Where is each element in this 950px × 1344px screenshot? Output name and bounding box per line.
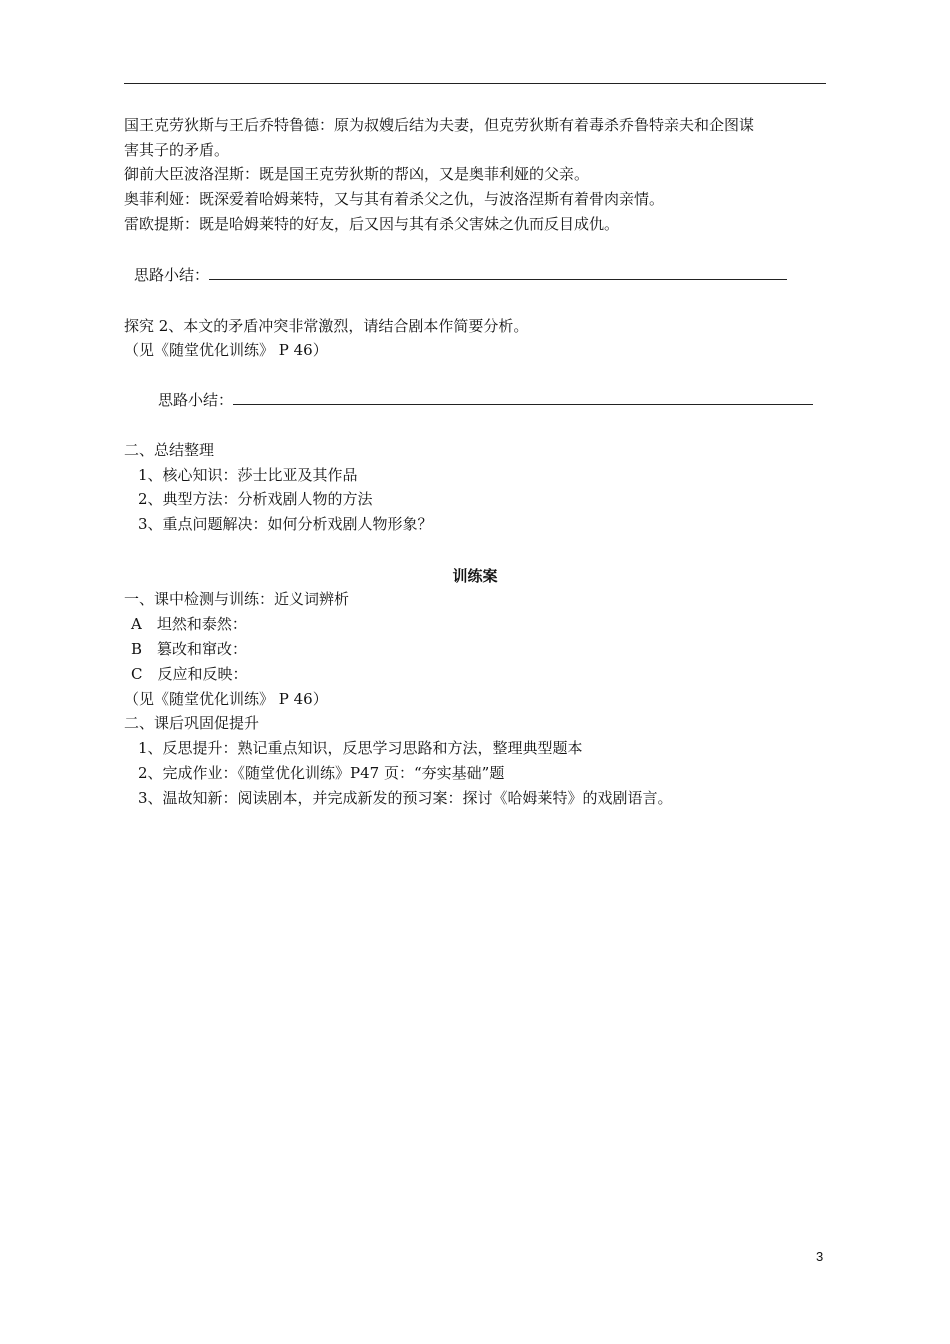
explore-2-ref: （见《随堂优化训练》 P 46） xyxy=(124,341,328,359)
summary-1-blank xyxy=(209,266,787,280)
analysis-line-1: 国王克劳狄斯与王后乔特鲁德：原为叔嫂后结为夫妻，但克劳狄斯有着毒杀乔鲁特亲夫和企图谋 xyxy=(124,116,755,134)
training-option-c: C 反应和反映： xyxy=(131,665,248,683)
section-2-item: 1、核心知识：莎士比亚及其作品 xyxy=(138,466,358,484)
training-item: 1、反思提升：熟记重点知识，反思学习思路和方法，整理典型题本 xyxy=(138,739,583,757)
training-ref: （见《随堂优化训练》 P 46） xyxy=(124,690,328,708)
analysis-line-2: 害其子的矛盾。 xyxy=(124,141,230,159)
section-2-heading: 二、总结整理 xyxy=(124,441,215,459)
training-title: 训练案 xyxy=(452,567,498,585)
page-number: 3 xyxy=(816,1249,824,1264)
header-rule xyxy=(124,83,826,84)
section-2-item: 3、重点问题解决：如何分析戏剧人物形象？ xyxy=(138,515,433,533)
summary-2-label: 思路小结： xyxy=(158,391,234,409)
summary-2-blank xyxy=(233,391,813,405)
training-item: 3、温故知新：阅读剧本，并完成新发的预习案：探讨《哈姆莱特》的戏剧语言。 xyxy=(138,789,673,807)
analysis-line-5: 雷欧提斯：既是哈姆莱特的好友，后又因与其有杀父害妹之仇而反目成仇。 xyxy=(124,215,620,233)
section-2-item: 2、典型方法：分析戏剧人物的方法 xyxy=(138,490,373,508)
analysis-line-3: 御前大臣波洛涅斯：既是国王克劳狄斯的帮凶，又是奥菲利娅的父亲。 xyxy=(124,165,590,183)
analysis-line-4: 奥菲利娅：既深爱着哈姆莱特，又与其有着杀父之仇，与波洛涅斯有着骨肉亲情。 xyxy=(124,190,665,208)
training-item: 2、完成作业：《随堂优化训练》P47 页：“夯实基础”题 xyxy=(138,764,505,782)
summary-1-label: 思路小结： xyxy=(134,266,210,284)
training-option-b: B 篡改和窜改： xyxy=(131,640,248,658)
summary-1 xyxy=(134,265,787,285)
training-part-1-heading: 一、课中检测与训练：近义词辨析 xyxy=(124,590,350,608)
training-option-a: A 坦然和泰然： xyxy=(131,615,247,633)
training-part-2-heading: 二、课后巩固促提升 xyxy=(124,714,260,732)
summary-2 xyxy=(158,390,813,410)
explore-2-question: 探究 2、本文的矛盾冲突非常激烈，请结合剧本作简要分析。 xyxy=(124,317,529,335)
